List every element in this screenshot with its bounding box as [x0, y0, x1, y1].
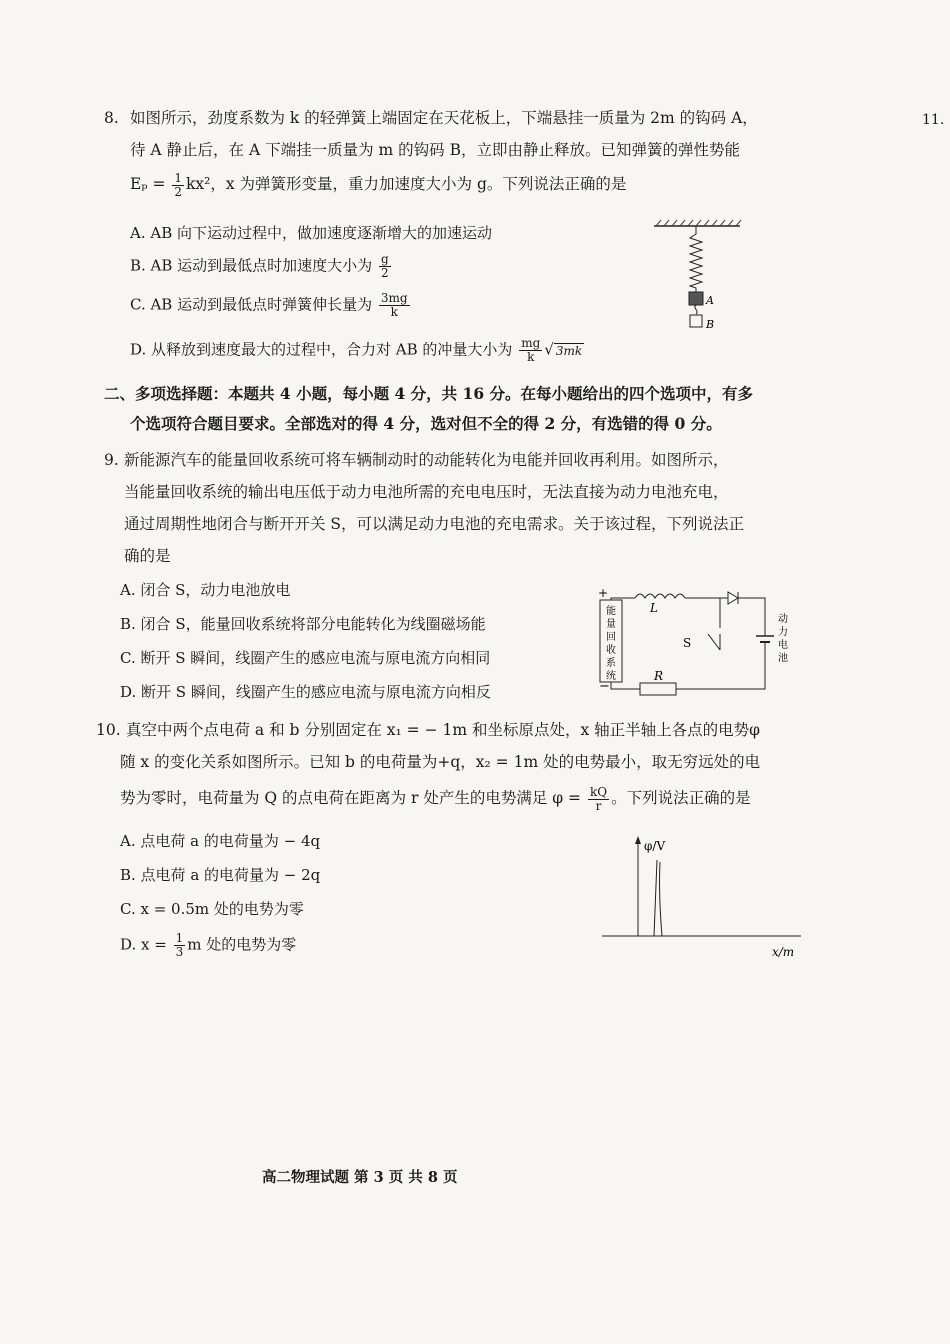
potential-curve	[654, 860, 662, 936]
q10-option-c: C. x = 0.5m 处的电势为零	[120, 900, 304, 918]
frac-num: g	[380, 252, 389, 266]
weight-a-label: A	[706, 294, 714, 307]
frac-den: 2	[174, 184, 183, 199]
q10-option-a: A. 点电荷 a 的电荷量为 − 4q	[120, 832, 321, 850]
diode-triangle	[728, 592, 738, 604]
sqrt-sign: √	[544, 340, 554, 359]
section2-line2: 个选项符合题目要求。全部选对的得 4 分，选对但不全的得 2 分，有选错的得 0 分。	[130, 414, 722, 433]
q8-option-c-fraction	[379, 292, 410, 319]
q10-line3	[120, 782, 751, 814]
frac-num: kQ	[589, 784, 608, 799]
q8-option-d-fraction	[519, 337, 542, 364]
q10-potential-fraction	[588, 786, 609, 813]
q8-option-b-text: B. AB 运动到最低点时加速度大小为	[130, 256, 373, 275]
page-footer: 高二物理试题 第 3 页 共 8 页	[262, 1169, 458, 1186]
y-axis-arrow	[635, 836, 641, 844]
q8-option-c-text: C. AB 运动到最低点时弹簧伸长量为	[130, 295, 373, 314]
frac-den: 2	[380, 266, 389, 280]
spring-coil	[690, 226, 702, 292]
q8-formula-prefix: Eₚ =	[130, 175, 166, 193]
q10-option-d-fraction	[174, 932, 186, 959]
ceiling-hatch	[656, 220, 741, 226]
frac-num: 3mg	[380, 291, 408, 305]
system-char: 能	[606, 606, 616, 617]
q8-option-d-sqrt: 3mk	[555, 343, 583, 358]
weight-b	[690, 315, 702, 327]
system-char: 统	[606, 671, 616, 682]
q9-option-d: D. 断开 S 瞬间，线圈产生的感应电流与原电流方向相反	[120, 683, 491, 701]
q9-option-b: B. 闭合 S，能量回收系统将部分电能转化为线圈磁场能	[120, 615, 486, 633]
resistor-label: R	[654, 669, 664, 683]
frac-num: mg	[521, 336, 541, 350]
q8-line1: 如图所示，劲度系数为 k 的轻弹簧上端固定在天花板上，下端悬挂一质量为 2m 的钩码 A，	[130, 109, 758, 127]
system-char: 回	[606, 632, 616, 643]
battery-char: 力	[778, 627, 788, 638]
q8-option-b	[130, 253, 393, 280]
section2-line1: 二、多项选择题：本题共 4 小题，每小题 4 分，共 16 分。在每小题给出的四个选项中，有多	[104, 384, 754, 403]
q10-option-d-suffix: m 处的电势为零	[187, 935, 297, 954]
margin-mark: 11.	[922, 112, 945, 128]
q9-option-c: C. 断开 S 瞬间，线圈产生的感应电流与原电流方向相同	[120, 649, 491, 667]
weight-a	[689, 292, 703, 305]
q8-option-d	[130, 337, 584, 364]
recovery-system-label	[606, 604, 616, 682]
circuit-plus: +	[598, 586, 609, 600]
q9-line3: 通过周期性地闭合与断开开关 S，可以满足动力电池的充电需求。关于该过程，下列说法正	[124, 515, 745, 533]
battery-label	[778, 612, 788, 664]
wire-bottom-left	[611, 682, 640, 689]
battery-char: 电	[778, 640, 788, 651]
circuit-minus: −	[599, 679, 610, 694]
q10-number: 10.	[96, 721, 121, 739]
potential-graph	[596, 832, 816, 962]
weight-b-label: B	[706, 318, 715, 331]
battery-char: 动	[778, 614, 788, 625]
q8-half-fraction	[172, 172, 184, 199]
q8-option-d-text: D. 从释放到速度最大的过程中，合力对 AB 的冲量大小为	[130, 340, 513, 359]
frac-den: k	[390, 305, 398, 319]
q8-number: 8.	[104, 109, 119, 127]
circuit-diagram	[590, 584, 810, 696]
inductor-coil	[635, 594, 685, 598]
q8-option-b-fraction	[379, 253, 391, 280]
y-axis-label: φ/V	[644, 839, 666, 853]
frac-den: 3	[175, 945, 184, 959]
q8-option-a: A. AB 向下运动过程中，做加速度逐渐增大的加速运动	[130, 224, 492, 242]
q9-number: 9.	[104, 451, 119, 469]
inductor-label: L	[650, 601, 658, 615]
q8-formula-suffix: kx²，x 为弹簧形变量，重力加速度大小为 g。下列说法正确的是	[186, 175, 627, 193]
switch-blade	[708, 634, 720, 650]
frac-den: r	[595, 798, 602, 813]
wire-to-battery	[738, 598, 765, 636]
resistor	[640, 683, 676, 695]
q10-line3-suffix: 。下列说法正确的是	[611, 789, 751, 807]
wire-battery-bottom	[720, 642, 765, 689]
system-char: 系	[606, 658, 616, 669]
q9-line1: 新能源汽车的能量回收系统可将车辆制动时的动能转化为电能并回收再利用。如图所示，	[124, 451, 729, 469]
q8-option-c	[130, 292, 412, 319]
frac-num: 1	[174, 170, 183, 185]
hook	[695, 305, 697, 314]
q9-option-a: A. 闭合 S，动力电池放电	[120, 581, 291, 599]
q10-line3-text: 势为零时，电荷量为 Q 的点电荷在距离为 r 处产生的电势满足 φ =	[120, 789, 582, 807]
q9-line4: 确的是	[124, 547, 171, 565]
q10-option-b: B. 点电荷 a 的电荷量为 − 2q	[120, 866, 321, 884]
switch-label: S	[683, 636, 692, 650]
q10-line2: 随 x 的变化关系如图所示。已知 b 的电荷量为+q，x₂ = 1m 处的电势最小，取无穷远处的电	[120, 753, 761, 771]
system-char: 量	[606, 619, 616, 630]
system-char: 收	[606, 645, 616, 656]
frac-den: k	[527, 350, 535, 364]
q9-line2: 当能量回收系统的输出电压低于动力电池所需的充电电压时，无法直接为动力电池充电，	[124, 483, 729, 501]
q10-line1: 真空中两个点电荷 a 和 b 分别固定在 x₁ = − 1m 和坐标原点处，x 轴正半轴上各点的电势φ	[126, 721, 761, 739]
q10-option-d	[120, 932, 296, 959]
q10-option-d-text: D. x =	[120, 935, 167, 954]
q8-line3	[130, 168, 626, 200]
battery-char: 池	[778, 653, 788, 664]
x-axis-label: x/m	[772, 945, 795, 959]
frac-num: 1	[175, 931, 184, 945]
spring-figure	[648, 218, 748, 338]
q8-line2: 待 A 静止后，在 A 下端挂一质量为 m 的钩码 B，立即由静止释放。已知弹簧的弹性势能	[130, 141, 740, 159]
